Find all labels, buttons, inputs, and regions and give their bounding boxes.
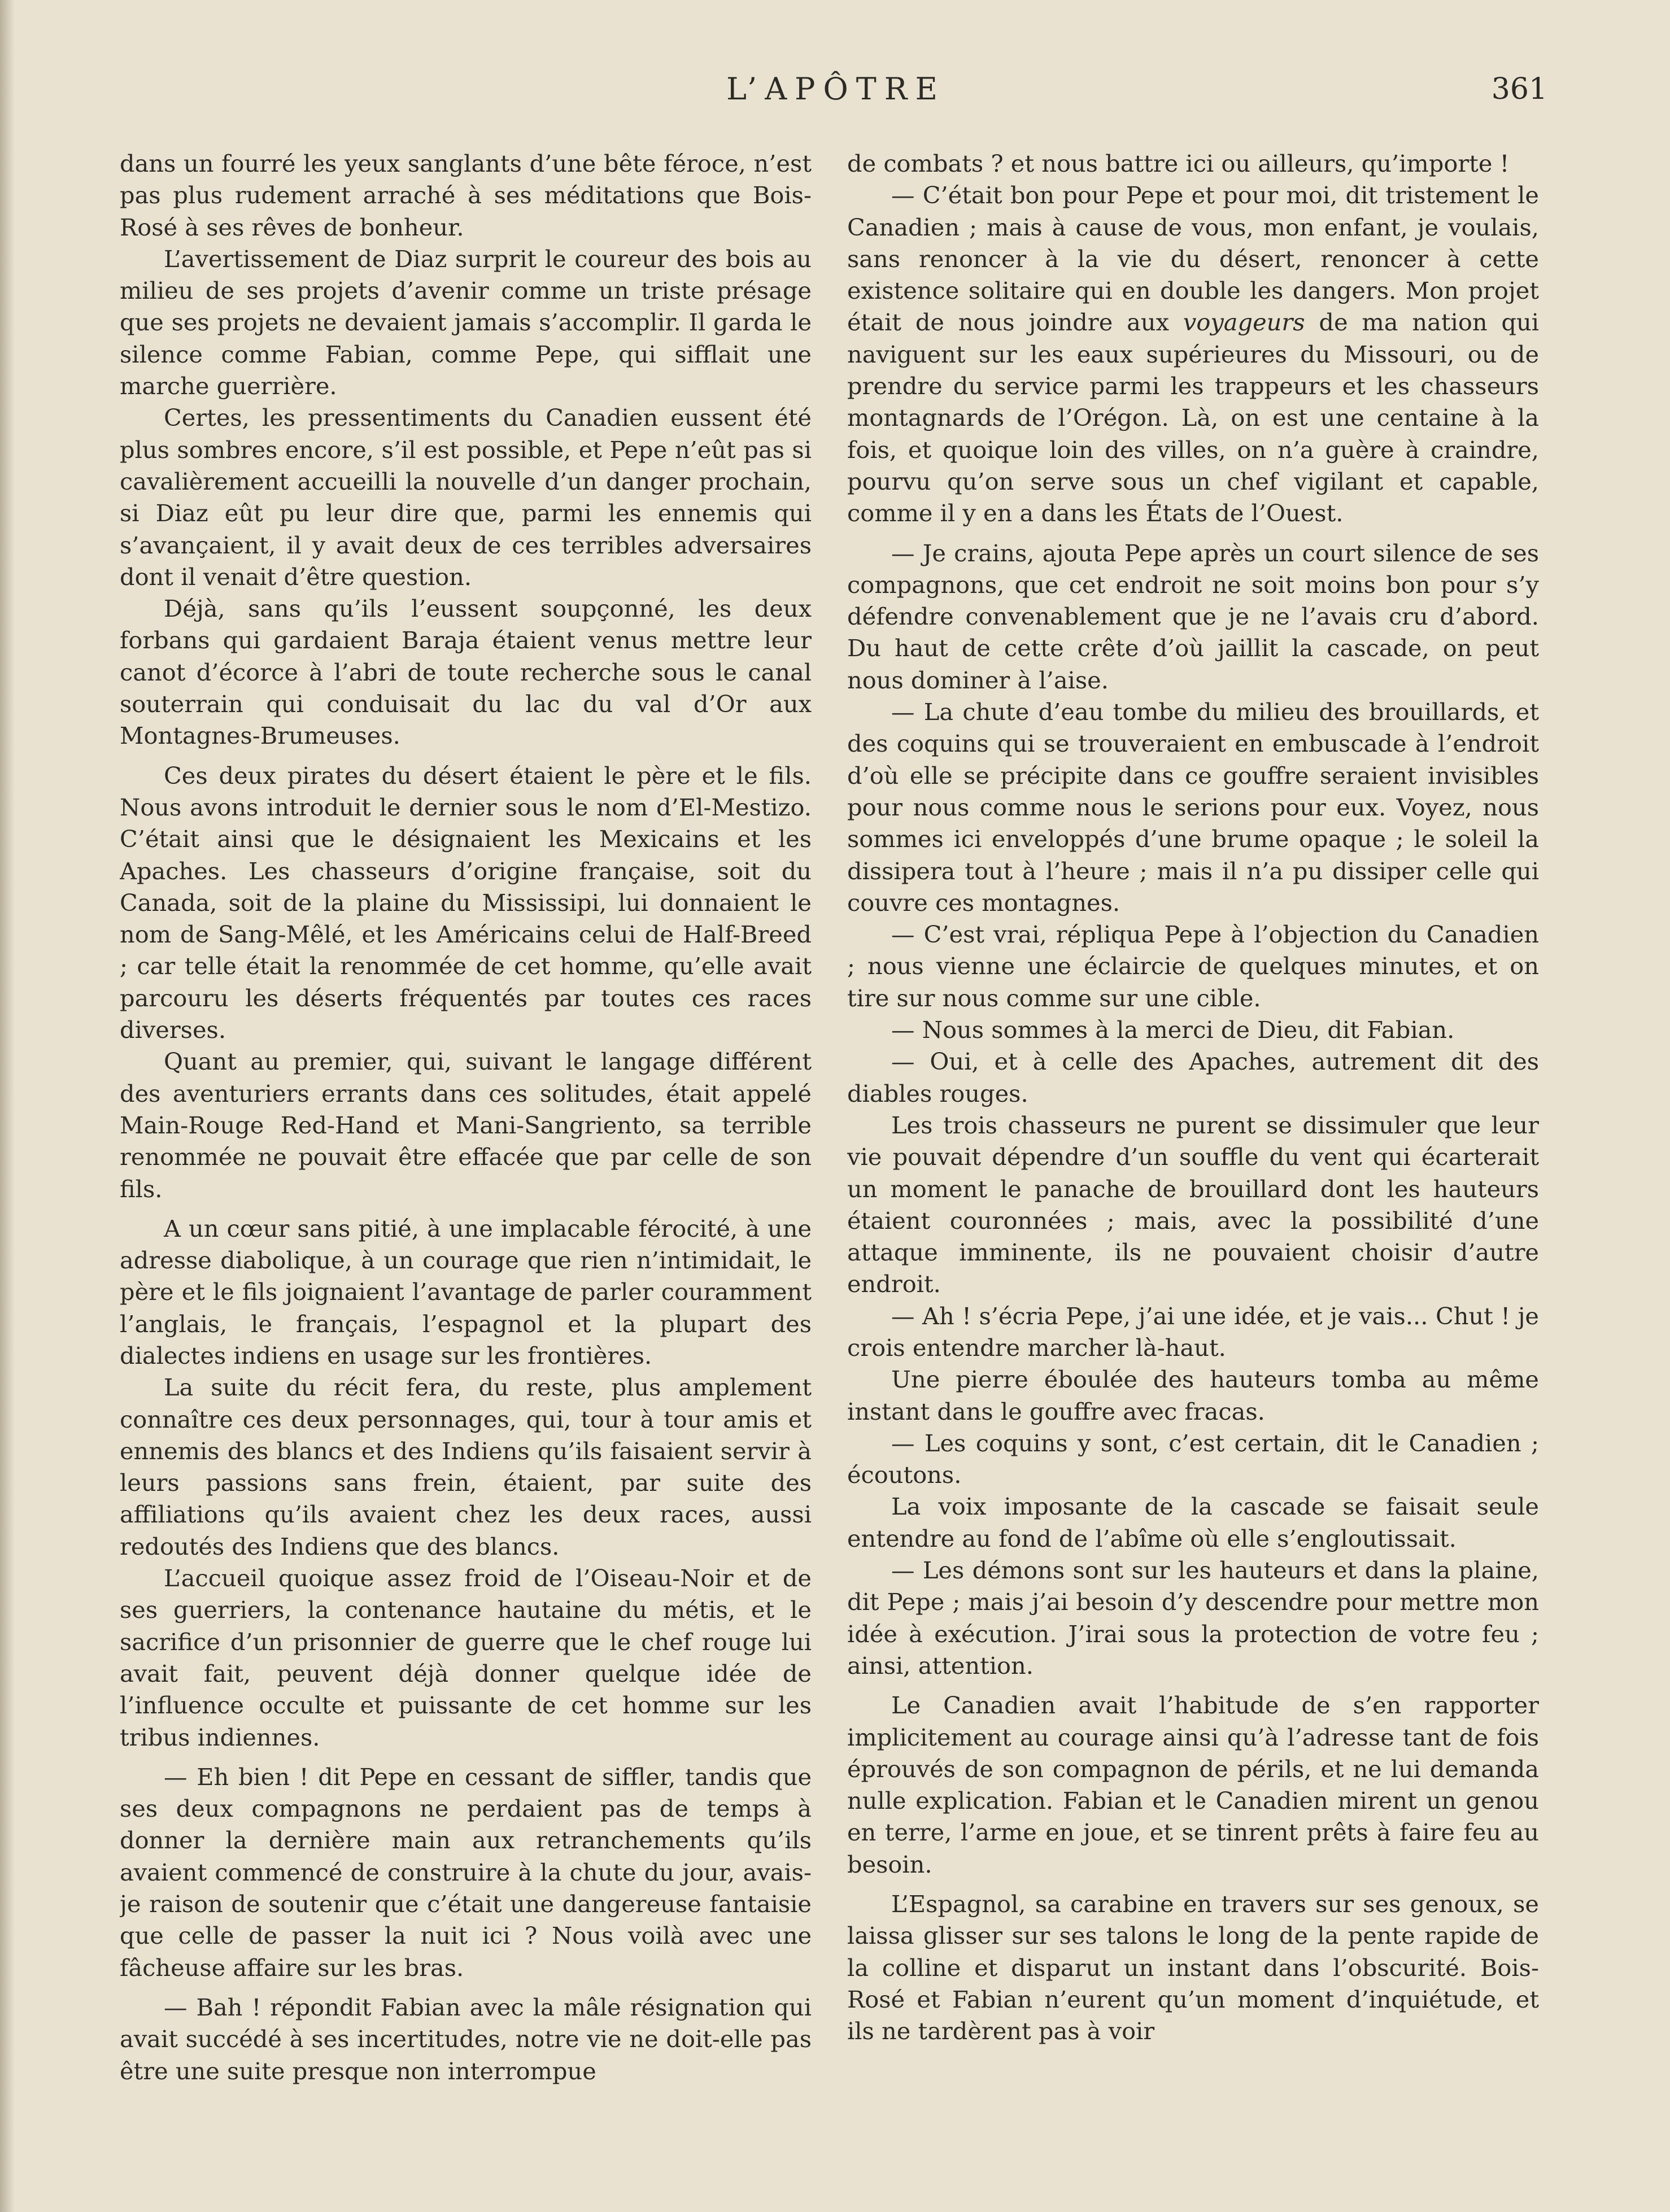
spine-shadow: [0, 0, 15, 2212]
paragraph: Le Canadien avait l’habitude de s’en rapporter implicitement au courage ainsi qu’à l’adresse tant de fois éprouvés de son compagnon de périls, et ne lui demanda nulle explication. Fabian et le Canadien mirent un genou en terre, l’arme en joue, et se tinrent prêts à faire feu au besoin.: [847, 1691, 1539, 1878]
paragraph: — Bah ! répondit Fabian avec la mâle résignation qui avait succédé à ses incertitudes, notre vie ne doit-elle pas être une suite presque non interrompue: [120, 1993, 812, 2085]
paragraph: — Les démons sont sur les hauteurs et dans la plaine, dit Pepe ; mais j’ai besoin d’y descendre pour mettre mon idée à exécution. J’irai sous la protection de votre feu ; ainsi, attention.: [847, 1556, 1539, 1679]
paragraph: La voix imposante de la cascade se faisait seule entendre au fond de l’abîme où elle s’engloutissait.: [847, 1493, 1539, 1552]
paragraph: — Oui, et à celle des Apaches, autrement dit des diables rouges.: [847, 1048, 1539, 1107]
left-column: [120, 148, 812, 2147]
paragraph: — Les coquins y sont, c’est certain, dit le Canadien ; écoutons.: [847, 1429, 1539, 1489]
italic-word: voyageurs: [1183, 308, 1305, 337]
right-column: [847, 148, 1539, 2147]
paragraph: — C’est vrai, répliqua Pepe à l’objection du Canadien ; nous vienne une éclaircie de quelques minutes, et on tire sur nous comme sur une cible.: [847, 920, 1539, 1012]
text-run: — C’était bon pour Pepe et pour moi, dit tristement le Canadien ; mais à cause de vous, mon enfant, je voulais, sans renoncer à la vie du désert, renoncer à cette existence solitaire qui en double les dangers. Mon projet était de nous joindre aux: [847, 181, 1539, 337]
text-run: de ma nation qui naviguent sur les eaux supérieures du Missouri, ou de prendre du service parmi les trappeurs et les chasseurs montagnards de l’Orégon. Là, on est une centaine à la fois, et quoique loin des villes, on n’a guère à craindre, pourvu qu’on serve sous un chef vigilant et capable, comme il y en a dans les États de l’Ouest.: [847, 308, 1539, 527]
paragraph: La suite du récit fera, du reste, plus amplement connaître ces deux personnages, qui, tour à tour amis et ennemis des blancs et des Indiens qu’ils faisaient servir à leurs passions sans frein, étaient, par suite des affiliations qu’ils avaient chez les deux races, aussi redoutés des Indiens que des blancs.: [120, 1373, 812, 1560]
paragraph: Ces deux pirates du désert étaient le père et le fils. Nous avons introduit le dernier sous le nom d’El-Mestizo. C’était ainsi que le désignaient les Mexicains et les Apaches. Les chasseurs d’origine française, soit du Canada, soit de la plaine du Mississipi, lui donnaient le nom de Sang-Mêlé, et les Américains celui de Half-Breed ; car telle était la renommée de cet homme, qu’elle avait parcouru les déserts fréquentés par toutes ces races diverses.: [120, 761, 812, 1044]
paragraph: L’Espagnol, sa carabine en travers sur ses genoux, se laissa glisser sur ses talons le long de la pente rapide de la colline et disparut un instant dans l’obscurité. Bois-Rosé et Fabian n’eurent qu’un moment d’inquiétude, et ils ne tardèrent pas à voir: [847, 1890, 1539, 2045]
running-title: L’APÔTRE: [726, 71, 945, 107]
paragraph: Une pierre éboulée des hauteurs tomba au même instant dans le gouffre avec fracas.: [847, 1365, 1539, 1425]
paragraph: de combats ? et nous battre ici ou ailleurs, qu’importe !: [847, 150, 1510, 177]
paragraph: [847, 180, 1539, 529]
paragraph: — Eh bien ! dit Pepe en cessant de siffler, tandis que ses deux compagnons ne perdaient pas de temps à donner la dernière main aux retranchements qu’ils avaient commencé de construire à la chute du jour, avais-je raison de soutenir que c’était une dangereuse fantaisie que celle de passer la nuit ici ? Nous voilà avec une fâcheuse affaire sur les bras.: [120, 1762, 812, 1982]
paragraph: L’accueil quoique assez froid de l’Oiseau-Noir et de ses guerriers, la contenance hautaine du métis, et le sacrifice d’un prisonnier de guerre que le chef rouge lui avait fait, peuvent déjà donner quelque idée de l’influence occulte et puissante de cet homme sur les tribus indiennes.: [120, 1564, 812, 1751]
running-head: [119, 67, 1553, 112]
page-number: 361: [1491, 72, 1547, 106]
paragraph: Certes, les pressentiments du Canadien eussent été plus sombres encore, s’il est possible, et Pepe n’eût pas si cavalièrement accueilli la nouvelle d’un danger prochain, si Diaz eût pu leur dire que, parmi les ennemis qui s’avançaient, il y avait deux de ces terribles adversaires dont il venait d’être question.: [120, 404, 812, 591]
paragraph: L’avertissement de Diaz surprit le coureur des bois au milieu de ses projets d’avenir comme un triste présage que ses projets ne devaient jamais s’accomplir. Il garda le silence comme Fabian, comme Pepe, qui sifflait une marche guerrière.: [120, 245, 812, 400]
paragraph: Quant au premier, qui, suivant le langage différent des aventuriers errants dans ces solitudes, était appelé Main-Rouge Red-Hand et Mani-Sangriento, sa terrible renommée ne pouvait être effacée que par celle de son fils.: [120, 1048, 812, 1203]
paragraph: dans un fourré les yeux sanglants d’une bête féroce, n’est pas plus rudement arraché à ses méditations que Bois-Rosé à ses rêves de bonheur.: [120, 150, 812, 241]
paragraph: A un cœur sans pitié, à une implacable férocité, à une adresse diabolique, à un courage que rien n’intimidait, le père et le fils joignaient l’avantage de parler couramment l’anglais, le français, l’espagnol et la plupart des dialectes indiens en usage sur les frontières.: [120, 1214, 812, 1369]
paragraph: Déjà, sans qu’ils l’eussent soupçonné, les deux forbans qui gardaient Baraja étaient venus mettre leur canot d’écorce à l’abri de toute recherche sous le canal souterrain qui conduisait du lac du val d’Or aux Montagnes-Brumeuses.: [120, 595, 812, 750]
paragraph: — Nous sommes à la merci de Dieu, dit Fabian.: [891, 1016, 1455, 1044]
paragraph: — Je crains, ajouta Pepe après un court silence de ses compagnons, que cet endroit ne soit moins bon pour s’y défendre convenablement que je ne l’avais cru d’abord. Du haut de cette crête d’où jaillit la cascade, on peut nous dominer à l’aise.: [847, 539, 1539, 694]
paragraph: — Ah ! s’écria Pepe, j’ai une idée, et je vais... Chut ! je crois entendre marcher là-haut.: [847, 1302, 1539, 1362]
paragraph: Les trois chasseurs ne purent se dissimuler que leur vie pouvait dépendre d’un souffle du vent qui écarterait un moment le panache de brouillard dont les hauteurs étaient couronnées ; mais, avec la possibilité d’une attaque imminente, ils ne pouvaient choisir d’autre endroit.: [847, 1111, 1539, 1298]
paragraph: — La chute d’eau tombe du milieu des brouillards, et des coquins qui se trouveraient en embuscade à l’endroit d’où elle se précipite dans ce gouffre seraient invisibles pour nous comme nous le serions pour eux. Voyez, nous sommes ici enveloppés d’une brume opaque ; le soleil la dissipera tout à l’heure ; mais il n’a pu dissiper celle qui couvre ces montagnes.: [847, 698, 1539, 917]
